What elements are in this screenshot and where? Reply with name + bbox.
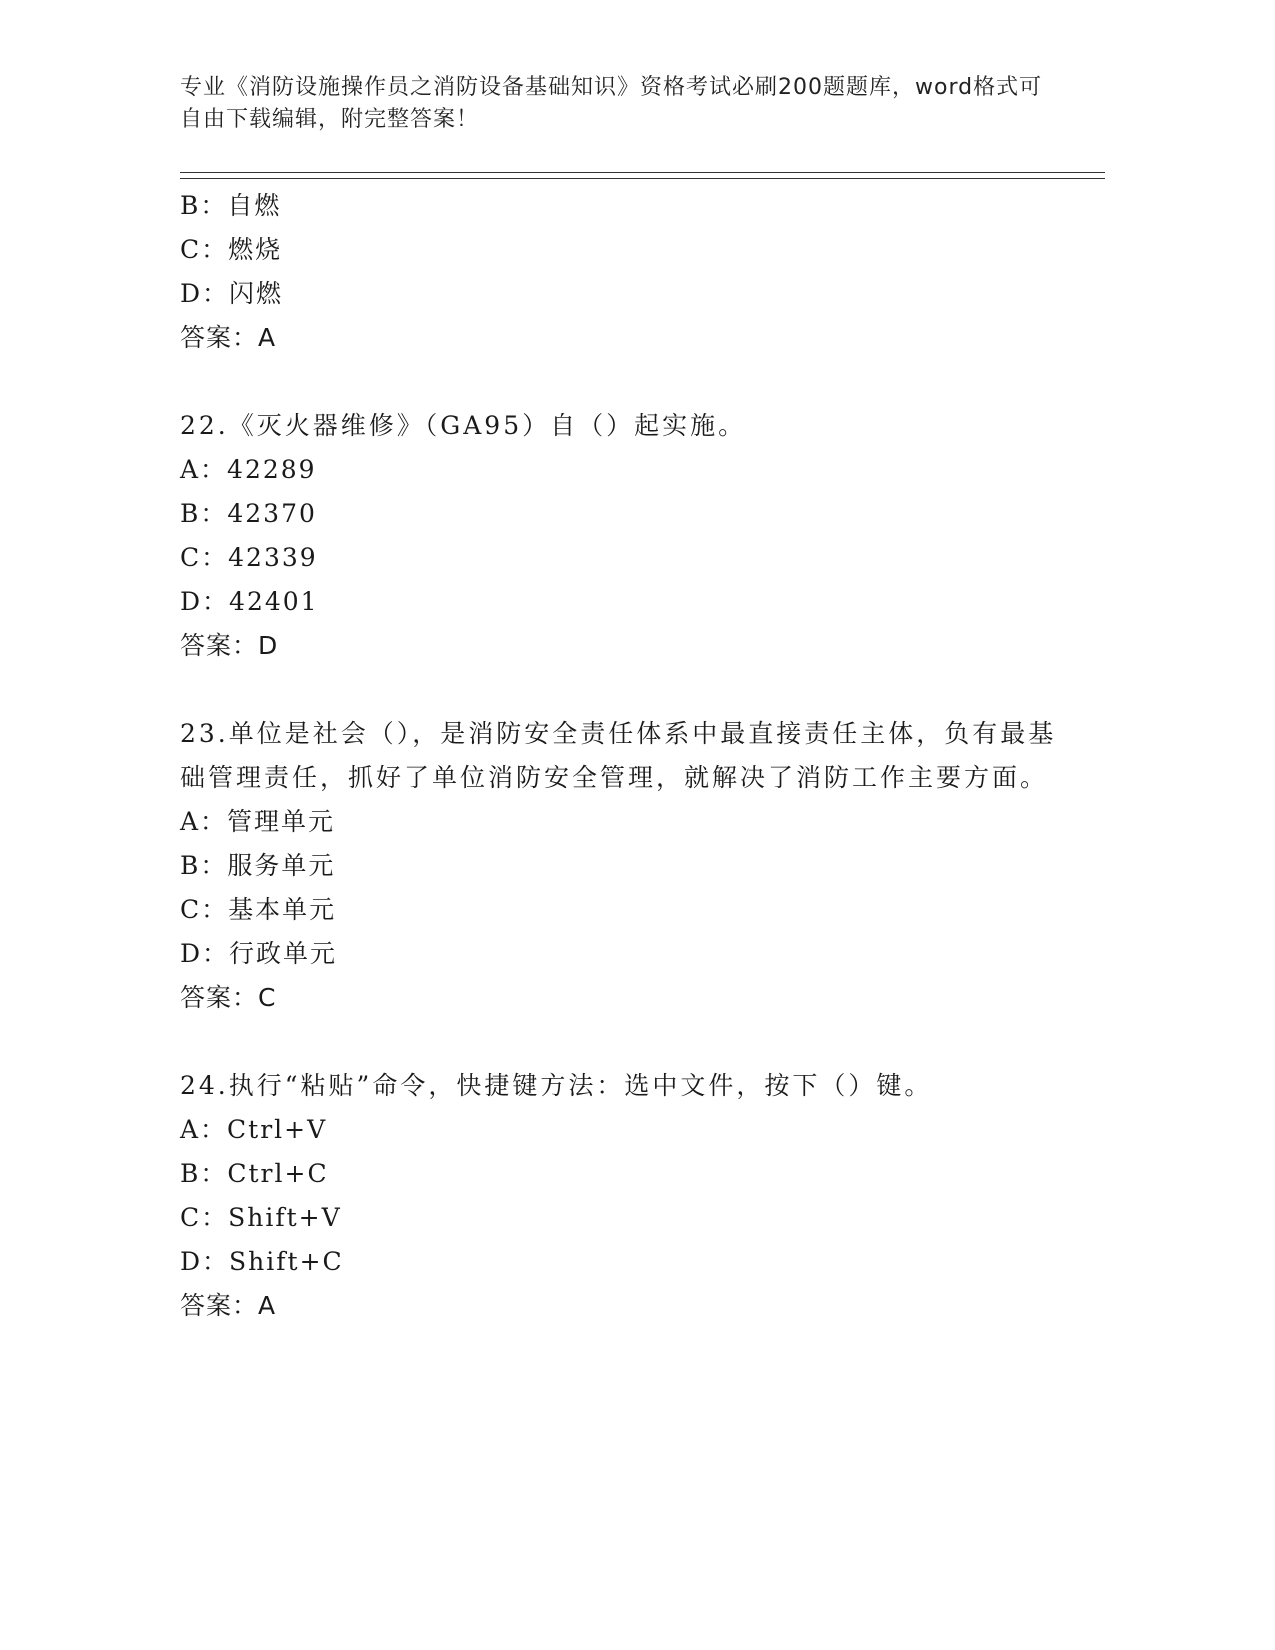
option-b: B：自燃 [180, 191, 282, 220]
option-b: B：42370 [180, 499, 317, 528]
question-24 [180, 1064, 1060, 1328]
spacer [180, 1020, 1060, 1064]
spacer [180, 360, 1060, 404]
answer-line: 答案：A [180, 323, 277, 352]
question-content [180, 184, 1060, 1328]
option-d: D：闪燃 [180, 279, 284, 308]
spacer [180, 668, 1060, 712]
option-c: C：Shift+V [180, 1203, 342, 1232]
option-d: D：Shift+C [180, 1247, 344, 1276]
option-c: C：燃烧 [180, 235, 283, 264]
question-stem: 23.单位是社会（），是消防安全责任体系中最直接责任主体，负有最基础管理责任，抓好了单位消防安全管理，就解决了消防工作主要方面。 [180, 719, 1057, 792]
question-stem: 22.《灭火器维修》（GA95）自（）起实施。 [180, 411, 747, 440]
document-header: 专业《消防设施操作员之消防设备基础知识》资格考试必刷200题题库，word格式可自由下载编辑，附完整答案！ [180, 75, 1043, 132]
question-stem: 24.执行“粘贴”命令，快捷键方法：选中文件，按下（）键。 [180, 1071, 933, 1100]
header-divider-bottom [180, 178, 1105, 179]
answer-line: 答案：D [180, 631, 279, 660]
header-divider-top [180, 172, 1105, 173]
question-23 [180, 712, 1060, 1020]
option-a: A：42289 [180, 455, 317, 484]
option-d: D：42401 [180, 587, 319, 616]
option-c: C：基本单元 [180, 895, 337, 924]
option-a: A：Ctrl+V [180, 1115, 328, 1144]
question-22 [180, 404, 1060, 668]
option-b: B：Ctrl+C [180, 1159, 329, 1188]
option-c: C：42339 [180, 543, 318, 572]
option-a: A：管理单元 [180, 807, 336, 836]
answer-line: 答案：A [180, 1291, 277, 1320]
option-d: D：行政单元 [180, 939, 338, 968]
option-b: B：服务单元 [180, 851, 336, 880]
question-21-tail [180, 184, 1060, 360]
answer-line: 答案：C [180, 983, 277, 1012]
